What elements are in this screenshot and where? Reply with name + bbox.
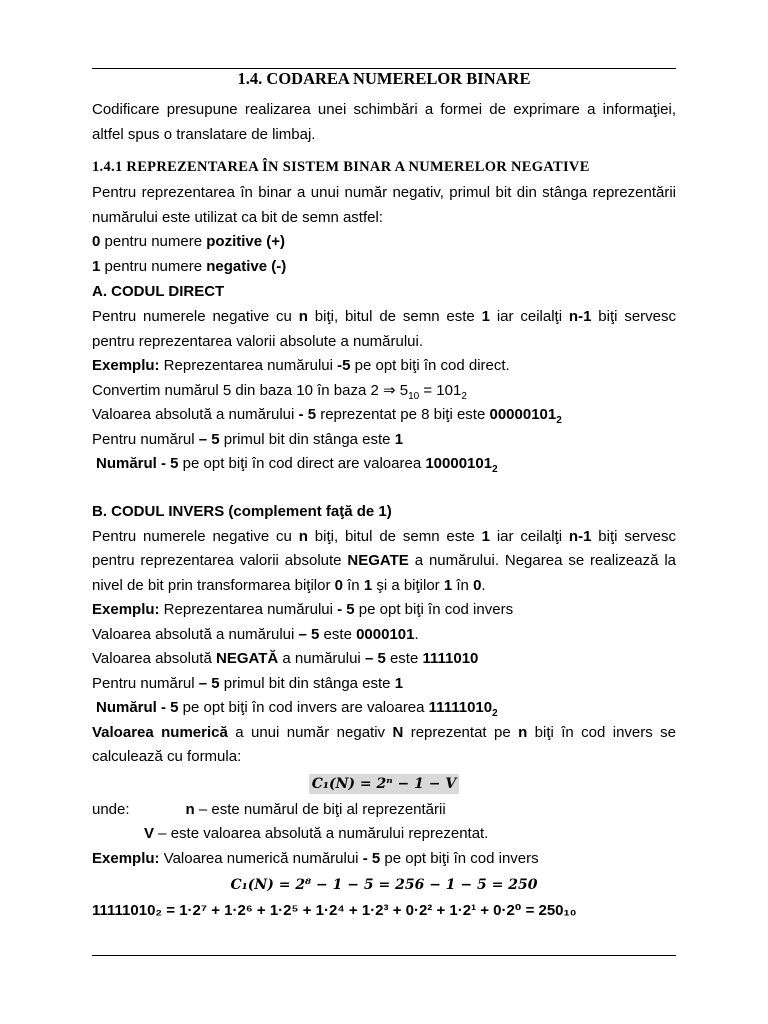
where-n-line: unde: n – este numărul de biţi al reprezentării <box>92 800 446 818</box>
invers-first-bit: Pentru numărul – 5 primul bit din stânga este 1 <box>92 674 404 692</box>
invers-negated: Valoarea absolută NEGATĂ a numărului – 5 este 1111010 <box>92 650 479 667</box>
invers-example-2: Exemplu: Valoarea numerică numărului - 5 pe opt biţi în cod invers <box>92 849 539 867</box>
positive-line: 0 pentru numere pozitive (+) <box>92 233 286 250</box>
direct-code-paragraph: Pentru numerele negative cu n biţi, bitul de semn este 1 iar ceilalţi n-1 biţi servesc pentru reprezentarea valorii absolute a numărului. <box>92 308 676 350</box>
direct-first-bit: Pentru numărul – 5 primul bit din stânga este 1 <box>92 430 404 448</box>
complement-formula: C₁(N) = 2ⁿ − 1 − V <box>309 774 460 794</box>
direct-example: Exemplu: Reprezentarea numărului -5 pe opt biţi în cod direct. <box>92 357 510 374</box>
bottom-rule <box>92 955 676 956</box>
direct-result: Numărul - 5 pe opt biţi în cod direct are valoarea $10000101_2$ <box>96 455 498 475</box>
numeric-value-paragraph: Valoarea numerică a unui număr negativ N reprezentat pe n biţi în cod invers se calculează cu formula: <box>92 723 676 765</box>
invers-code-heading: B. CODUL INVERS (complement faţă de 1) <box>92 502 392 520</box>
formula-row <box>92 770 676 798</box>
invers-result: Numărul - 5 pe opt biţi în cod invers are valoarea $11111010_2$ <box>96 699 498 719</box>
invers-example: Exemplu: Reprezentarea numărului - 5 pe opt biţi în cod invers <box>92 601 514 618</box>
direct-code-heading: A. CODUL DIRECT <box>92 283 225 300</box>
formula-2-row <box>92 871 676 899</box>
intro-paragraph: Codificare presupune realizarea unei schimbări a formei de exprimare a informaţiei, altfel spus o translatare de limbaj. <box>92 101 676 143</box>
document-body <box>92 66 676 924</box>
evaluated-formula: C₁(N) = 2⁸ − 1 − 5 = 256 − 1 − 5 = 250 <box>230 877 538 893</box>
subsection-title: 1.4.1 REPREZENTAREA ÎN SISTEM BINAR A NUMERELOR NEGATIVE <box>92 159 590 175</box>
invers-code-paragraph: Pentru numerele negative cu n biţi, bitul de semn este 1 iar ceilalţi n-1 biţi servesc pentru reprezentarea valorii absolute NEGATE a numărului. Negarea se realizează la nivel de bit prin transformarea biţilor 0 în 1 şi a biţilor 1 în 0. <box>92 527 676 594</box>
sign-paragraph: Pentru reprezentarea în binar a unui număr negativ, primul bit din stânga reprezentării numărului este utilizat ca bit de semn astfel: <box>92 184 676 226</box>
where-v-line: V – este valoarea absolută a numărului reprezentat. <box>144 825 489 842</box>
direct-absolute: Valoarea absolută a numărului - 5 reprezentat pe 8 biţi este $00000101_2$ <box>92 406 562 426</box>
binary-expansion: 11111010₂ = 1·2⁷ + 1·2⁶ + 1·2⁵ + 1·2⁴ + 1·2³ + 0·2² + 1·2¹ + 0·2⁰ = 250₁₀ <box>92 902 577 919</box>
invers-absolute: Valoarea absolută a numărului – 5 este 0000101. <box>92 625 419 643</box>
negative-line: 1 pentru numere negative (-) <box>92 257 287 275</box>
section-title: 1.4. CODAREA NUMERELOR BINARE <box>237 69 531 88</box>
direct-convert: Convertim numărul 5 din baza 10 în baza 2 ⇒ $5_{10} = 101_2$ <box>92 381 467 402</box>
